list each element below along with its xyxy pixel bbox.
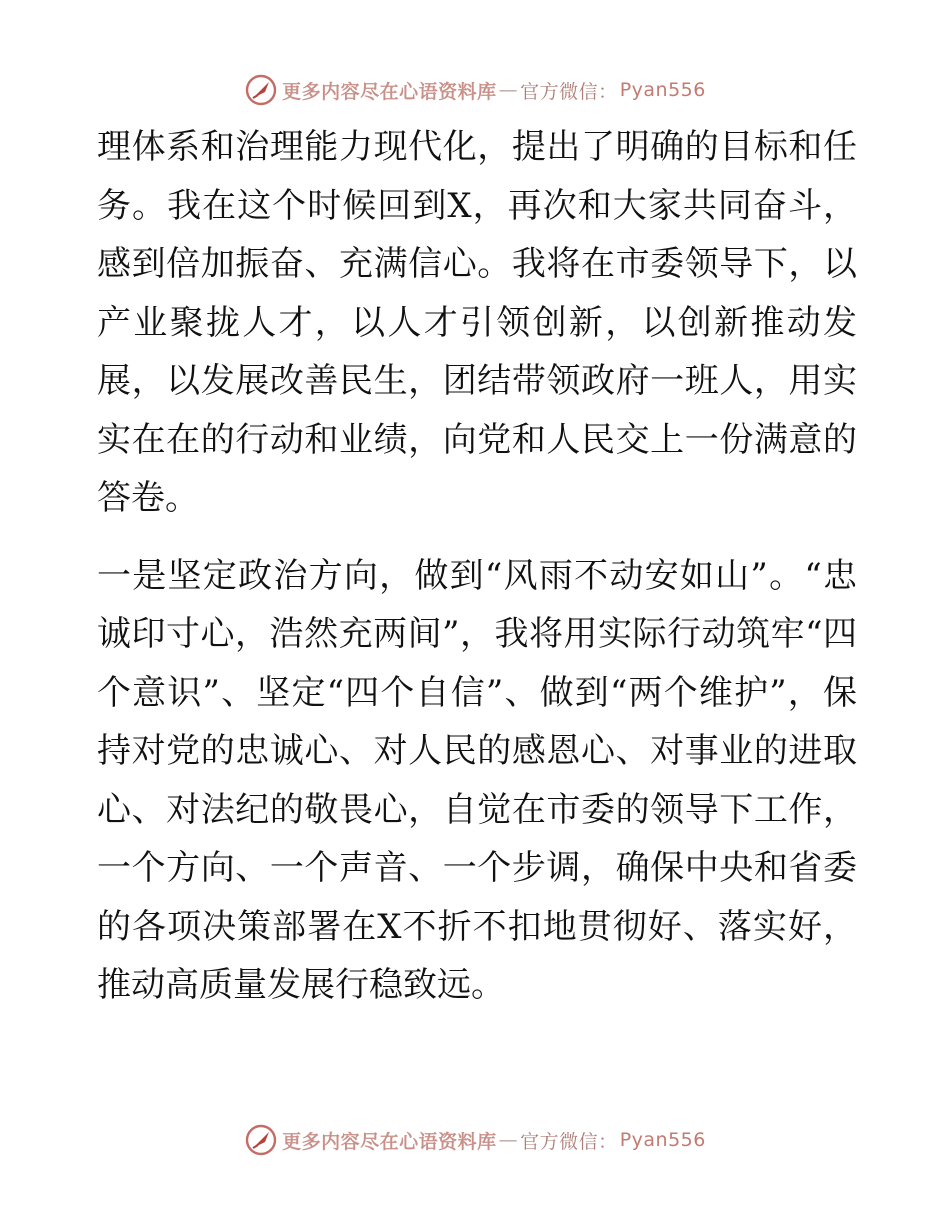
watermark-brand: 更多内容尽在心语资料库 [282,1130,497,1153]
watermark-brand: 更多内容尽在心语资料库 [282,80,497,103]
quill-logo-icon [244,73,278,107]
watermark-dash: — [498,1129,519,1151]
watermark-wechat-id: Pyan556 [619,1129,706,1151]
footer-watermark [0,1120,950,1160]
watermark-label: 官方微信： [520,80,618,103]
document-body [97,118,857,1015]
paragraph-1: 理体系和治理能力现代化，提出了明确的目标和任务。我在这个时候回到X，再次和大家共同奋斗，感到倍加振奋、充满信心。我将在市委领导下，以产业聚拢人才，以人才引领创新，以创新推动发展，以发展改善民生，团结带领政府一班人，用实实在在的行动和业绩，向党和人民交上一份满意的答卷。 [97,127,857,518]
header-watermark [0,70,950,110]
watermark-dash: — [498,79,519,101]
watermark-wechat-id: Pyan556 [619,79,706,101]
watermark-label: 官方微信： [520,1130,618,1153]
quill-logo-icon [244,1123,278,1157]
paragraph-2: 一是坚定政治方向，做到“风雨不动安如山”。“忠诚印寸心，浩然充两间”，我将用实际行动筑牢“四个意识”、坚定“四个自信”、做到“两个维护”，保持对党的忠诚心、对人民的感恩心、对事业的进取心、对法纪的敬畏心，自觉在市委的领导下工作，一个方向、一个声音、一个步调，确保中央和省委的各项决策部署在X不折不扣地贯彻好、落实好，推动高质量发展行稳致远。 [97,555,857,1005]
